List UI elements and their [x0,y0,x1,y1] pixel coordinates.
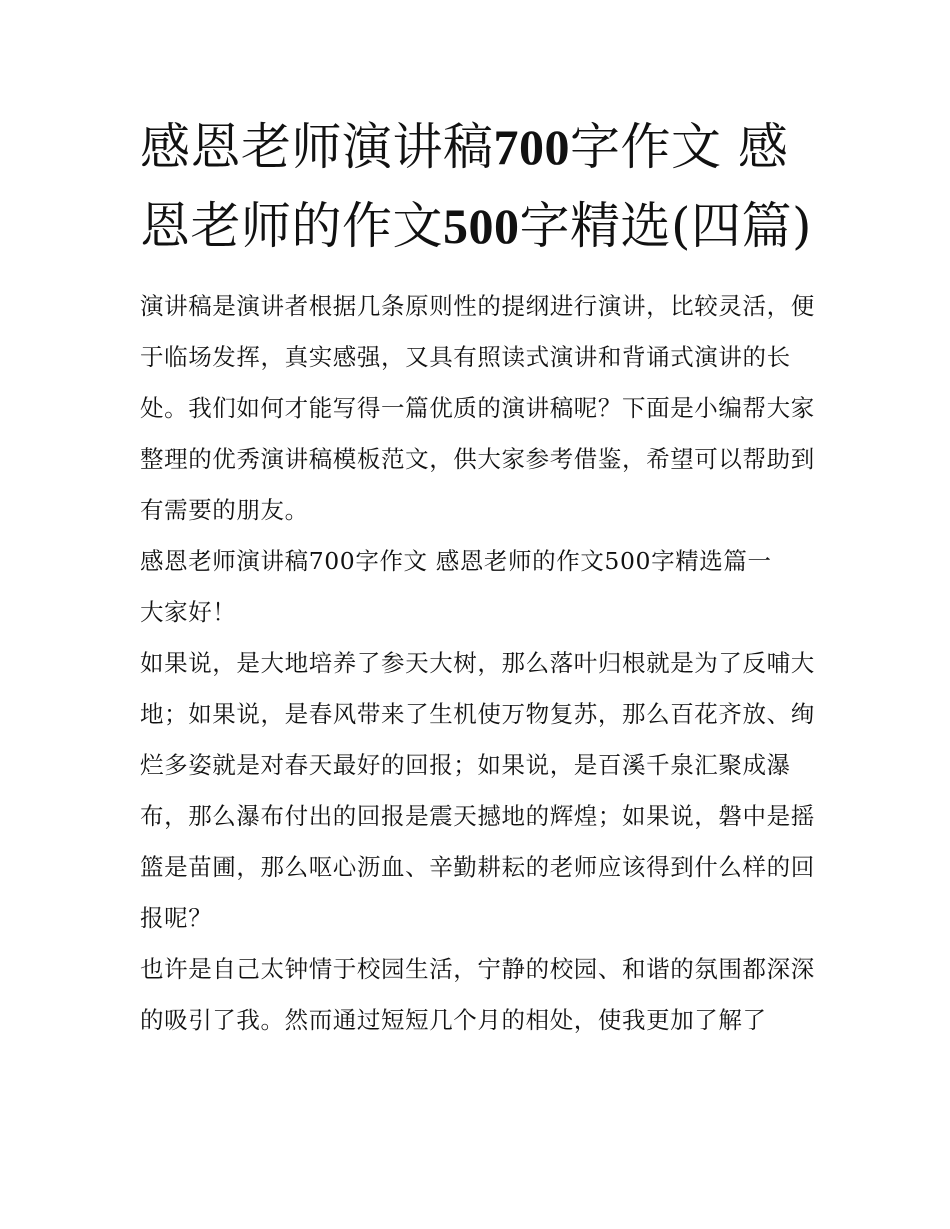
title-number-1: 700 [493,119,570,175]
title-text-1: 感恩老师演讲稿 [140,118,494,176]
document-title [140,108,816,266]
section-heading: 感恩老师演讲稿700字作文 感恩老师的作文500字精选篇一 [140,547,772,575]
body-paragraph: 如果说，是大地培养了参天大树，那么落叶归根就是为了反哺大地；如果说，是春风带来了生机使万物复苏，那么百花齐放、绚烂多姿就是对春天最好的回报；如果说，是百溪千泉汇聚成瀑布，那么瀑布付出的回报是震天撼地的辉煌；如果说，磐中是摇篮是苗圃，那么呕心沥血、辛勤耕耘的老师应该得到什么样的回报呢？ [140,649,815,932]
document-body [140,281,816,1046]
title-text-2: 字作文 感恩老师的作文 [140,118,789,255]
title-number-2: 500 [443,198,520,254]
greeting-paragraph: 大家好！ [140,598,237,626]
document-content [140,108,816,1046]
body-paragraph: 也许是自己太钟情于校园生活，宁静的校园、和谐的氛围都深深的吸引了我。然而通过短短几个月的相处，使我更加了解了 [140,955,815,1034]
intro-paragraph: 演讲稿是演讲者根据几条原则性的提纲进行演讲，比较灵活，便于临场发挥，真实感强，又具有照读式演讲和背诵式演讲的长处。我们如何才能写得一篇优质的演讲稿呢？下面是小编帮大家整理的优秀演讲稿模板范文，供大家参考借鉴，希望可以帮助到有需要的朋友。 [140,292,815,524]
title-text-3: 字精选(四篇) [519,197,813,255]
